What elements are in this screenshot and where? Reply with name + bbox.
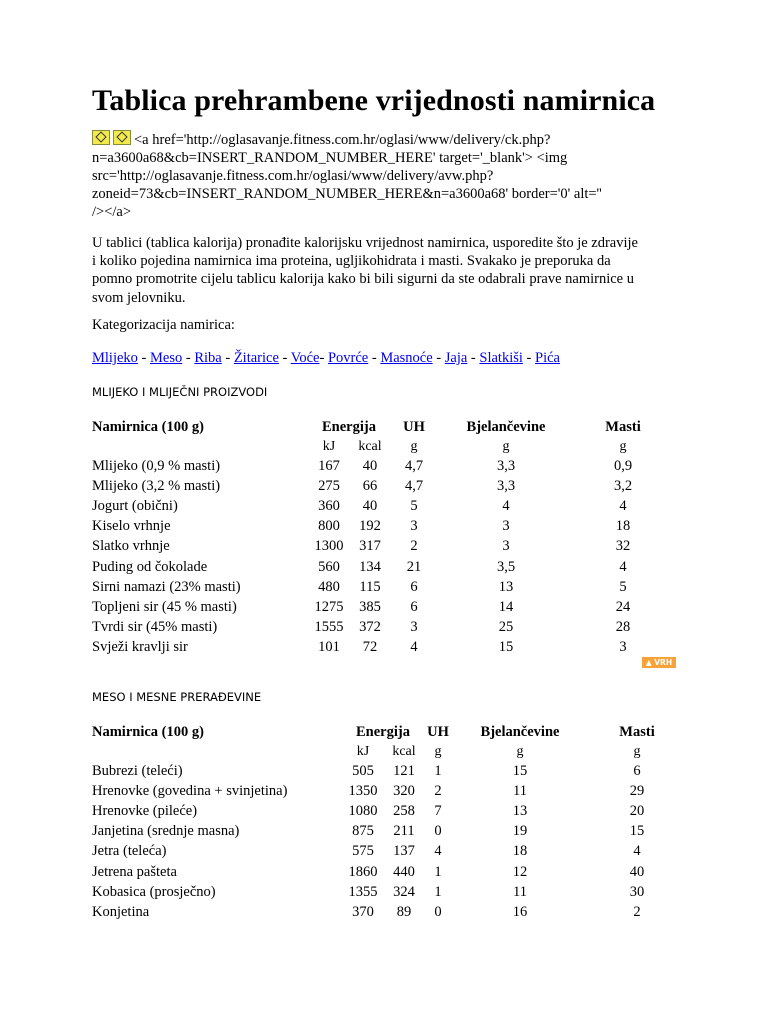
cell-uh: 7 <box>434 802 442 819</box>
cell-namirnica: Slatko vrhnje <box>92 538 170 555</box>
header-uh: UH <box>403 418 425 435</box>
cell-namirnica: Hrenovke (govedina + svinjetina) <box>92 782 288 799</box>
cell-kcal: 258 <box>393 802 415 819</box>
cell-bjelancevine: 4 <box>502 497 510 514</box>
table-row <box>92 577 672 597</box>
cell-kj: 275 <box>318 477 340 494</box>
cell-kj: 480 <box>318 578 340 595</box>
cell-masti: 5 <box>619 578 627 595</box>
cell-masti: 32 <box>615 538 631 555</box>
section-title-meso: MESO I MESNE PRERAĐEVINE <box>92 690 262 704</box>
cell-kj: 560 <box>318 558 340 575</box>
header-masti: Masti <box>605 418 641 435</box>
cell-uh: 21 <box>406 558 422 575</box>
cell-uh: 5 <box>410 497 418 514</box>
table-row <box>92 638 672 658</box>
header-energija: Energija <box>322 418 376 435</box>
cell-kj: 1300 <box>314 538 344 555</box>
cell-kj: 167 <box>318 457 340 474</box>
header-uh: UH <box>427 723 449 740</box>
cell-uh: 1 <box>434 883 442 900</box>
unit-kj: kJ <box>322 438 336 454</box>
table-row <box>92 557 672 577</box>
cell-bjelancevine: 11 <box>513 883 527 900</box>
cell-masti: 3,2 <box>613 477 633 494</box>
ad-code-line: n=a3600a68&cb=INSERT_RANDOM_NUMBER_HERE' target='_blank'> <img <box>92 150 568 166</box>
cell-masti: 0,9 <box>613 457 633 474</box>
cell-namirnica: Jetrena pašteta <box>92 863 177 880</box>
cell-kj: 1350 <box>348 782 378 799</box>
cell-uh: 4 <box>434 843 442 860</box>
category-link-slatkisi[interactable]: Slatkiši <box>479 350 523 366</box>
unit-kcal: kcal <box>358 438 382 454</box>
cell-masti: 18 <box>615 518 631 535</box>
table-row <box>92 842 686 862</box>
nutrition-table-meso <box>92 722 686 923</box>
cell-masti: 4 <box>619 497 627 514</box>
ad-code-block <box>92 130 692 221</box>
unit-g: g <box>516 743 524 759</box>
cell-bjelancevine: 3,3 <box>496 457 516 474</box>
unit-g: g <box>434 743 442 759</box>
intro-paragraph: U tablici (tablica kalorija) pronađite kalorijsku vrijednost namirnica, usporedite što je zdravije i koliko pojedina namirnica ima proteina, ugljikohidrata i masti. Svakako je preporuka da pomno promotrite cijelu tablicu kalorija kako bi bili sigurni da ste odabrali prave namirnice u svom jelovniku. <box>92 235 638 306</box>
cell-kcal: 66 <box>362 477 378 494</box>
cell-uh: 4,7 <box>404 457 424 474</box>
cell-kj: 505 <box>352 762 374 779</box>
category-link-pica[interactable]: Pića <box>535 350 560 366</box>
table-row <box>92 882 686 902</box>
cell-masti: 24 <box>615 598 631 615</box>
cell-namirnica: Kobasica (prosječno) <box>92 883 216 900</box>
cell-namirnica: Bubrezi (teleći) <box>92 762 183 779</box>
table-row <box>92 517 672 537</box>
table-row <box>92 618 672 638</box>
cell-kcal: 385 <box>359 598 381 615</box>
ad-image-icon[interactable] <box>92 130 110 145</box>
cell-bjelancevine: 19 <box>512 823 528 840</box>
cell-uh: 2 <box>434 782 442 799</box>
cell-bjelancevine: 16 <box>512 903 528 920</box>
cell-kj: 800 <box>318 518 340 535</box>
unit-g: g <box>410 438 418 454</box>
cell-bjelancevine: 18 <box>512 843 528 860</box>
category-links: Mlijeko - Meso - Riba - Žitarice - Voće- Povrće - Masnoće - Jaja - Slatkiši - Pića <box>92 350 560 366</box>
cell-kcal: 317 <box>359 538 381 555</box>
cell-bjelancevine: 11 <box>513 782 527 799</box>
cell-namirnica: Topljeni sir (45 % masti) <box>92 598 237 615</box>
cell-kcal: 121 <box>393 762 415 779</box>
cell-namirnica: Sirni namazi (23% masti) <box>92 578 241 595</box>
table-units-row <box>92 742 686 761</box>
cell-uh: 6 <box>410 598 418 615</box>
cell-kj: 101 <box>318 639 340 656</box>
cell-kcal: 115 <box>359 578 381 595</box>
cell-namirnica: Svježi kravlji sir <box>92 639 188 656</box>
cell-masti: 2 <box>633 903 641 920</box>
header-bjelancevine: Bjelančevine <box>480 723 560 740</box>
table-row <box>92 761 686 781</box>
cell-kj: 370 <box>352 903 374 920</box>
unit-g: g <box>633 743 641 759</box>
cell-uh: 3 <box>410 619 418 636</box>
cell-masti: 6 <box>633 762 641 779</box>
table-body <box>92 456 672 658</box>
table-row <box>92 456 672 476</box>
cell-bjelancevine: 15 <box>512 762 528 779</box>
cell-uh: 2 <box>410 538 418 555</box>
cell-masti: 29 <box>629 782 645 799</box>
cell-kj: 1860 <box>348 863 378 880</box>
cell-namirnica: Mlijeko (0,9 % masti) <box>92 457 221 474</box>
ad-code-line: zoneid=73&cb=INSERT_RANDOM_NUMBER_HERE&n=a3600a68' border='0' alt='' <box>92 186 602 202</box>
cell-kcal: 372 <box>359 619 381 636</box>
table-row <box>92 801 686 821</box>
cell-kj: 1355 <box>348 883 378 900</box>
cell-namirnica: Jetra (teleća) <box>92 843 167 860</box>
table-row <box>92 476 672 496</box>
cell-masti: 28 <box>615 619 631 636</box>
unit-g: g <box>502 438 510 454</box>
category-link-jaja[interactable]: Jaja <box>444 350 468 366</box>
table-row <box>92 902 686 922</box>
ad-code-line: src='http://oglasavanje.fitness.com.hr/oglasi/www/delivery/avw.php? <box>92 168 494 184</box>
cell-kcal: 192 <box>359 518 381 535</box>
cell-bjelancevine: 14 <box>498 598 514 615</box>
cell-bjelancevine: 12 <box>512 863 528 880</box>
category-link-povrce[interactable]: Povrće <box>327 350 369 366</box>
table-units-row <box>92 437 672 456</box>
cell-bjelancevine: 25 <box>498 619 514 636</box>
cell-namirnica: Kiselo vrhnje <box>92 518 171 535</box>
table-row <box>92 496 672 516</box>
table-row <box>92 822 686 842</box>
category-link-mlijeko[interactable]: Mlijeko <box>92 350 138 366</box>
category-link-masnoce[interactable]: Masnoće <box>380 350 433 366</box>
cell-masti: 4 <box>619 558 627 575</box>
header-masti: Masti <box>619 723 655 740</box>
cell-uh: 1 <box>434 762 442 779</box>
cell-uh: 1 <box>434 863 442 880</box>
table-row <box>92 597 672 617</box>
cell-kj: 875 <box>352 823 374 840</box>
cell-masti: 30 <box>629 883 645 900</box>
header-bjelancevine: Bjelančevine <box>466 418 546 435</box>
cell-kcal: 134 <box>359 558 381 575</box>
cell-bjelancevine: 13 <box>512 802 528 819</box>
cell-uh: 0 <box>434 823 442 840</box>
cell-bjelancevine: 3,5 <box>496 558 516 575</box>
cell-kcal: 40 <box>362 457 378 474</box>
category-link-zitarice[interactable]: Žitarice <box>233 350 279 366</box>
cell-bjelancevine: 15 <box>498 639 514 656</box>
categories-label: Kategorizacija namirica: <box>92 317 235 333</box>
header-energija: Energija <box>356 723 410 740</box>
table-header-row <box>92 722 686 742</box>
cell-uh: 3 <box>410 518 418 535</box>
cell-namirnica: Tvrdi sir (45% masti) <box>92 619 218 636</box>
cell-namirnica: Janjetina (srednje masna) <box>92 823 240 840</box>
cell-namirnica: Puding od čokolade <box>92 558 208 575</box>
cell-kcal: 324 <box>393 883 415 900</box>
cell-kj: 1275 <box>314 598 344 615</box>
cell-kcal: 320 <box>393 782 415 799</box>
cell-kcal: 40 <box>362 497 378 514</box>
table-row <box>92 862 686 882</box>
cell-bjelancevine: 13 <box>498 578 514 595</box>
cell-kj: 1555 <box>314 619 344 636</box>
cell-bjelancevine: 3 <box>502 518 510 535</box>
category-link-voce[interactable]: Voće <box>290 350 320 366</box>
ad-code-line: <a href='http://oglasavanje.fitness.com.hr/oglasi/www/delivery/ck.php? <box>92 130 692 149</box>
cell-masti: 40 <box>629 863 645 880</box>
table-row <box>92 537 672 557</box>
cell-masti: 3 <box>619 639 627 656</box>
cell-kj: 575 <box>352 843 374 860</box>
cell-kj: 1080 <box>348 802 378 819</box>
cell-bjelancevine: 3,3 <box>496 477 516 494</box>
cell-masti: 15 <box>629 823 645 840</box>
ad-code-line: /></a> <box>92 204 132 220</box>
cell-uh: 6 <box>410 578 418 595</box>
table-row <box>92 781 686 801</box>
unit-kcal: kcal <box>392 743 416 759</box>
table-body <box>92 761 686 923</box>
cell-kj: 360 <box>318 497 340 514</box>
table-header-row <box>92 417 672 437</box>
category-link-meso[interactable]: Meso <box>150 350 183 366</box>
cell-kcal: 440 <box>393 863 415 880</box>
cell-namirnica: Jogurt (obični) <box>92 497 178 514</box>
cell-uh: 0 <box>434 903 442 920</box>
cell-kcal: 72 <box>362 639 378 656</box>
cell-bjelancevine: 3 <box>502 538 510 555</box>
category-link-riba[interactable]: Riba <box>194 350 222 366</box>
cell-uh: 4,7 <box>404 477 424 494</box>
cell-masti: 20 <box>629 802 645 819</box>
header-namirnica: Namirnica (100 g) <box>92 723 204 740</box>
cell-namirnica: Konjetina <box>92 903 150 920</box>
cell-uh: 4 <box>410 639 418 656</box>
nutrition-table-mlijeko <box>92 417 672 658</box>
header-namirnica: Namirnica (100 g) <box>92 418 204 435</box>
ad-image-icon[interactable] <box>113 130 131 145</box>
page-title: Tablica prehrambene vrijednosti namirnica <box>92 84 656 117</box>
cell-kcal: 137 <box>393 843 415 860</box>
cell-namirnica: Mlijeko (3,2 % masti) <box>92 477 221 494</box>
cell-masti: 4 <box>633 843 641 860</box>
back-to-top-button[interactable]: ▲ VRH <box>642 657 676 668</box>
cell-namirnica: Hrenovke (pileće) <box>92 802 198 819</box>
unit-g: g <box>619 438 627 454</box>
unit-kj: kJ <box>356 743 370 759</box>
cell-kcal: 211 <box>393 823 415 840</box>
section-title-mlijeko: MLIJEKO I MLIJEČNI PROIZVODI <box>92 385 268 399</box>
cell-kcal: 89 <box>396 903 412 920</box>
